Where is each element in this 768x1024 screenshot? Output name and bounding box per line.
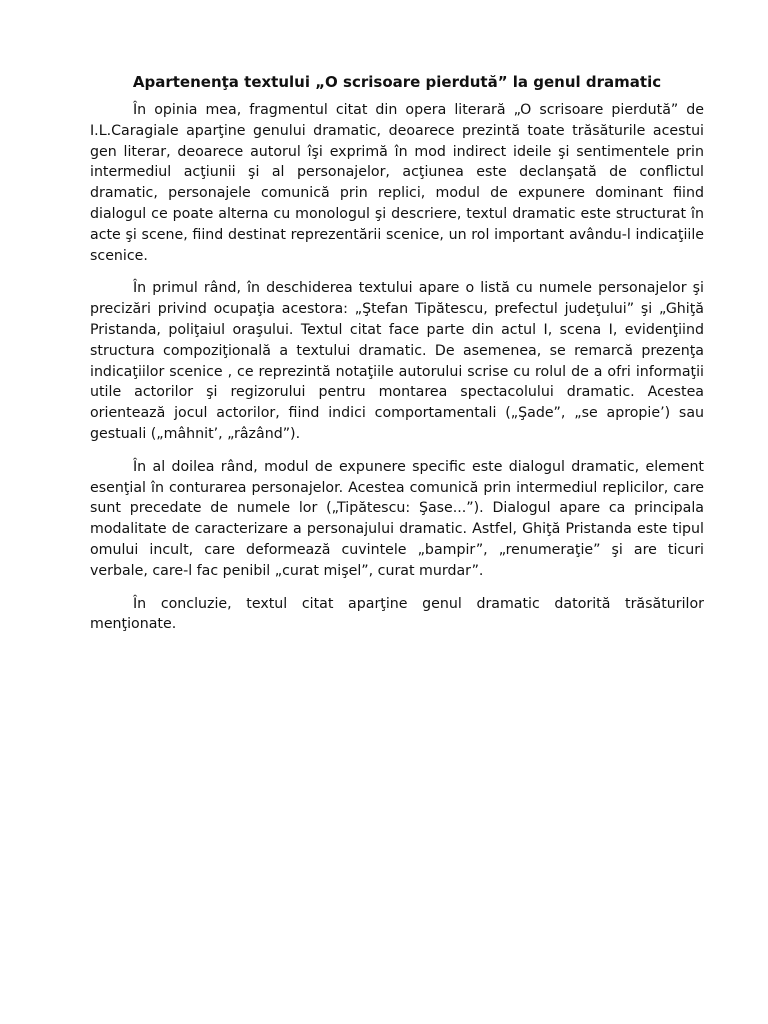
paragraph-conclusion: În concluzie, textul citat aparţine genul dramatic datorită trăsăturilor menţionate. bbox=[90, 595, 704, 633]
paragraph-introduction: În opinia mea, fragmentul citat din opera literară „O scrisoare pierdută” de I.L.Caragiale aparţine genului dramatic, deoarece prezintă toate trăsăturile acestui gen literar, deoarece autorul îşi exprimă în mod indirect ideile şi sentimentele prin intermediul acţiunii şi al personajelor, acţiunea este declanşată de conflictul dramatic, personajele comunică prin replici, modul de expunere dominant fiind dialogul ce poate alterna cu monologul şi descriere, textul dramatic este structurat în acte şi scene, fiind destinat reprezentării scenice, un rol important avându-l indicaţiile scenice. bbox=[90, 102, 704, 264]
paragraph-second-argument: În al doilea rând, modul de expunere specific este dialogul dramatic, element esenţial în conturarea personajelor. Acestea comunică prin intermediul replicilor, care sunt precedate de numele lor („Tipătescu: Şase...”). Dialogul apare ca principala modalitate de caracterizare a personajului dramatic. Astfel, Ghiţă Pristanda este tipul omului incult, care deformează cuvintele „bampir”, „renumeraţie” şi are ticuri verbale, care-l fac penibil „curat mişel”, curat murdar”. bbox=[90, 458, 704, 579]
paragraph-first-argument: În primul rând, în deschiderea textului apare o listă cu numele personajelor şi precizări privind ocupaţia acestora: „Ştefan Tipătescu, prefectul judeţului” şi „Ghiţă Pristanda, poliţaiul oraşului. Textul citat face parte din actul I, scena I, evidenţiind structura compoziţională a textului dramatic. De asemenea, se remarcă prezenţa indicaţiilor scenice , ce reprezintă notaţiile autorului scrise cu rolul de a ofri informaţii utile actorilor şi regizorului pentru montarea spectacolului dramatic. Acestea orientează jocul actorilor, fiind indici comportamentali („Şade”, „se apropie’) sau gestuali („mâhnit’, „râzând”). bbox=[90, 280, 704, 442]
document-title: Apartenenţa textului „O scrisoare pierdută” la genul dramatic bbox=[132, 73, 662, 91]
document-page bbox=[90, 72, 704, 647]
